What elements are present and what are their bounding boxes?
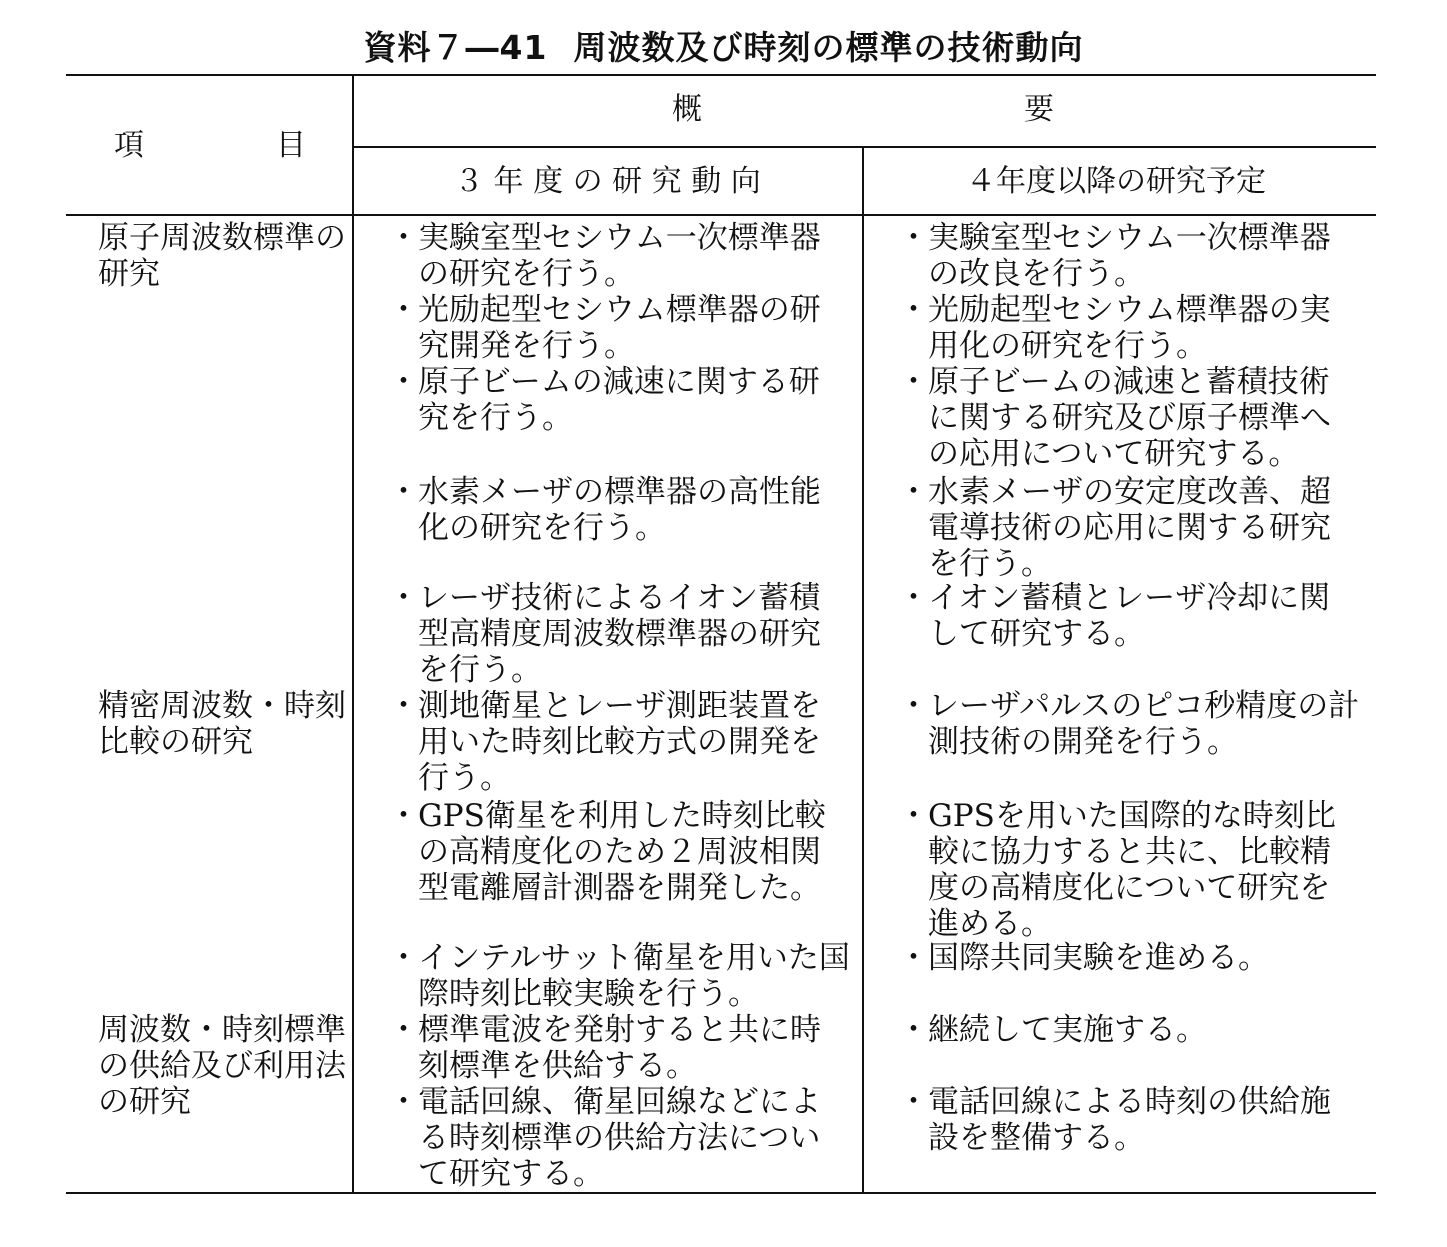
table-bottom-rule [66,1192,1376,1194]
list-item: ・ 原子ビームの減速に関する研究を行う。 [388,364,820,436]
list-item: ・ GPS衛星を利用した時刻比較の高精度化のため２周波相関型電離層計測器を開発した。 [388,798,826,906]
item-atomic-frequency-standard: 原子周波数標準の研究 [98,220,346,292]
header-col1: ３ 年 度 の 研 究 動 向 [454,164,761,199]
list-item: ・ レーザパルスのピコ秒精度の計測技術の開発を行う。 [898,688,1360,760]
list-item: ・ GPSを用いた国際的な時刻比較に協力すると共に、比較精度の高精度化について研究を進める。 [898,798,1336,942]
header-bottom-rule [66,214,1376,216]
list-item: ・ 測地衛星とレーザ測距装置を用いた時刻比較方式の開発を行う。 [388,688,821,796]
header-item-right: 目 [276,128,306,163]
overview-column-divider [862,146,864,1194]
header-sub-rule [352,146,1376,148]
item-column-divider [352,74,354,1194]
header-overview-right: 要 [1024,92,1054,127]
page-title-text: 周波数及び時刻の標準の技術動向 [573,28,1084,67]
list-item: ・ 継続して実施する。 [898,1012,1207,1048]
list-item: ・ 光励起型セシウム標準器の研究開発を行う。 [388,292,821,364]
header-col2: ４年度以降の研究予定 [966,164,1266,199]
list-item: ・ 標準電波を発射すると共に時刻標準を供給する。 [388,1012,821,1084]
page-title [0,22,1447,69]
list-item: ・ 光励起型セシウム標準器の実用化の研究を行う。 [898,292,1331,364]
list-item: ・ 原子ビームの減速と蓄積技術に関する研究及び原子標準への応用について研究する。 [898,364,1331,472]
list-item: ・ 実験室型セシウム一次標準器の改良を行う。 [898,220,1331,292]
list-item: ・ 実験室型セシウム一次標準器の研究を行う。 [388,220,821,292]
item-frequency-time-supply: 周波数・時刻標準の供給及び利用法の研究 [98,1012,346,1120]
page-title-prefix: 資料７―41 [363,28,548,67]
list-item: ・ 水素メーザの安定度改善、超電導技術の応用に関する研究を行う。 [898,474,1331,582]
list-item: ・ 電話回線、衛星回線などによる時刻標準の供給方法について研究する。 [388,1084,821,1192]
list-item: ・ レーザ技術によるイオン蓄積型高精度周波数標準器の研究を行う。 [388,580,821,688]
list-item: ・ イオン蓄積とレーザ冷却に関して研究する。 [898,580,1331,652]
table-top-rule [66,74,1376,76]
list-item: ・ 電話回線による時刻の供給施設を整備する。 [898,1084,1331,1156]
item-precise-frequency-time-comparison: 精密周波数・時刻比較の研究 [98,688,346,760]
header-overview-left: 概 [672,92,702,127]
header-item-left: 項 [114,128,144,163]
list-item: ・ インテルサット衛星を用いた国際時刻比較実験を行う。 [388,940,850,1012]
list-item: ・ 国際共同実験を進める。 [898,940,1269,976]
list-item: ・ 水素メーザの標準器の高性能化の研究を行う。 [388,474,821,546]
